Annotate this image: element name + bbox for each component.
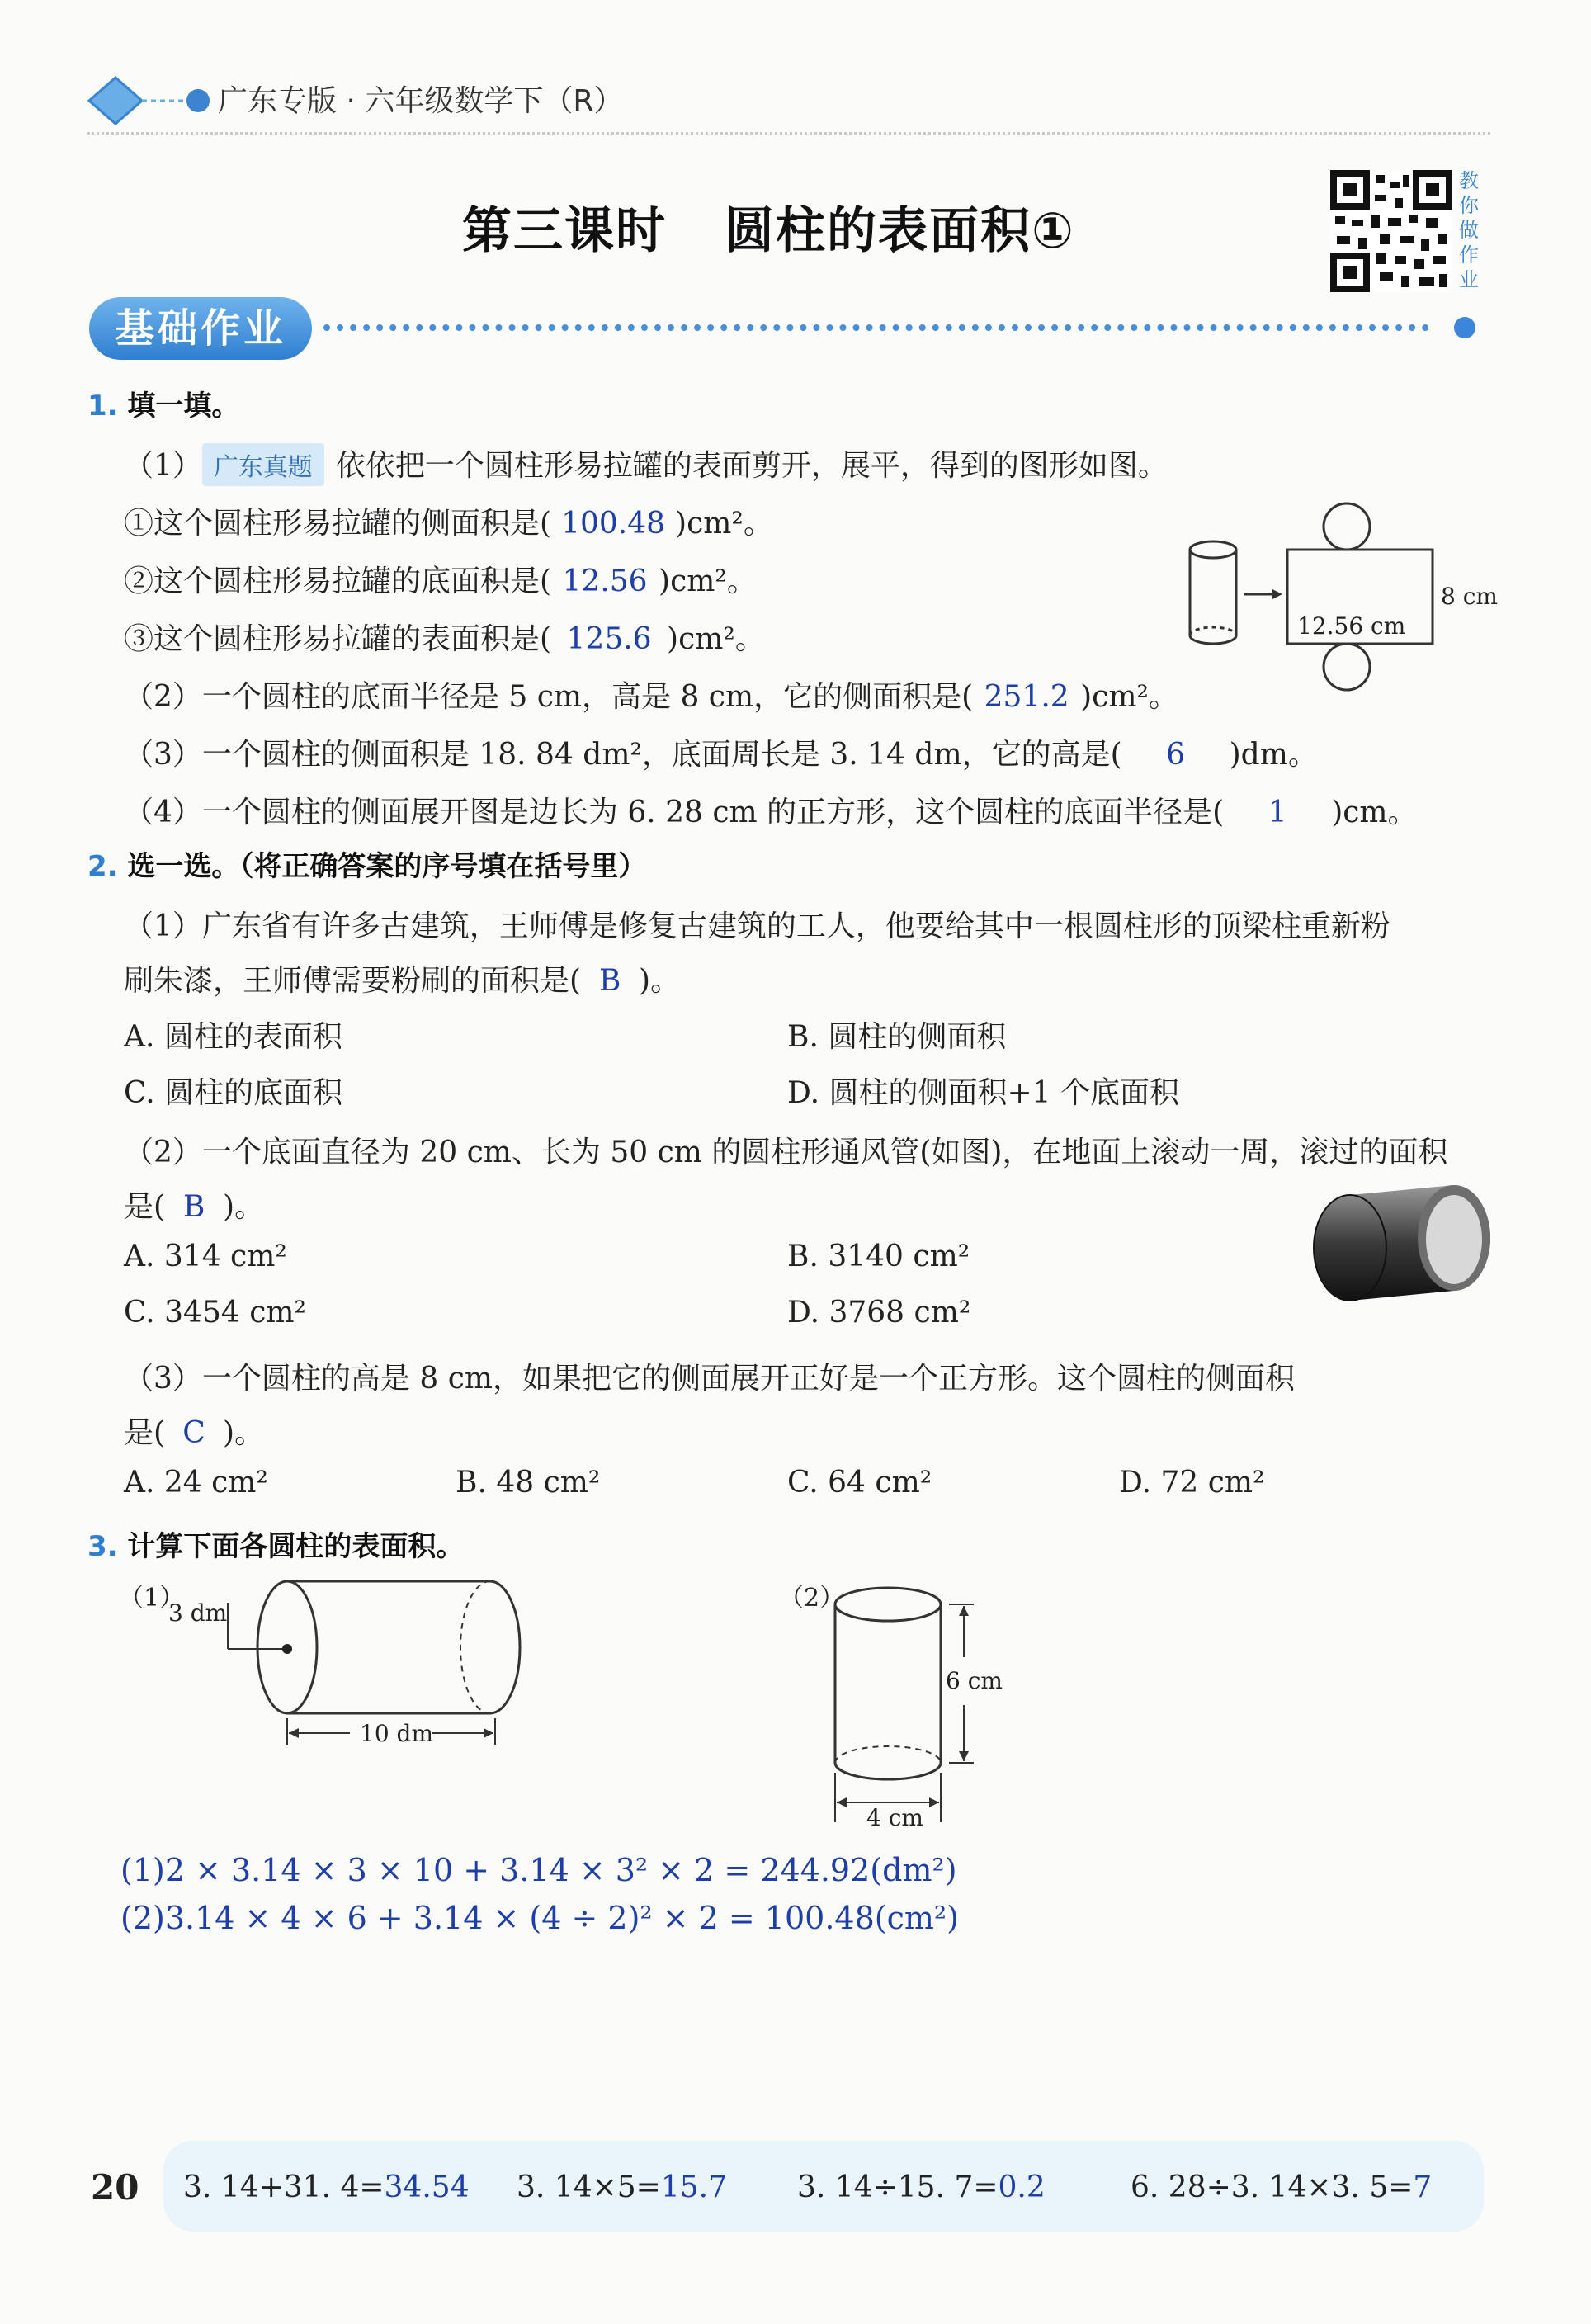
q2-p2-line2: 是( B )。: [124, 1190, 265, 1224]
section-dot-end: [1454, 317, 1475, 338]
cylinder-figure-1: [119, 1568, 548, 1758]
answer: 1: [1268, 796, 1287, 829]
vent-pipe-figure: [1301, 1180, 1495, 1320]
q2-heading: 2. 选一选。（将正确答案的序号填在括号里）: [87, 850, 647, 883]
net-top-circle: [1324, 503, 1370, 550]
answer: 12.56: [562, 564, 648, 598]
q2-p3-line2: 是( C )。: [124, 1416, 265, 1450]
q1-p1: （1） 广东真题 依依把一个圆柱形易拉罐的表面剪开，展平，得到的图形如图。: [124, 442, 1168, 486]
q3-answer-1: (1)2 × 3.14 × 3 × 10 + 3.14 × 3² × 2 = 244.92(dm²): [120, 1852, 957, 1888]
exam-tag: 广东真题: [202, 443, 324, 486]
section-badge: 基础作业: [89, 297, 312, 360]
qr-side-text: 教 你 做 作 业: [1459, 169, 1479, 291]
footer-calc-2: 3. 14×5=15.7: [517, 2170, 727, 2204]
q3-heading: 3. 计算下面各圆柱的表面积。: [87, 1530, 465, 1563]
footer-calc-1: 3. 14+31. 4=34.54: [183, 2170, 470, 2204]
q2-p2-line1: （2）一个底面直径为 20 cm、长为 50 cm 的圆柱形通风管(如图)，在地面上滚动一周，滚过的面积: [124, 1136, 1448, 1169]
q2-p1-line2: 刷朱漆，王师傅需要粉刷的面积是( B )。: [124, 964, 681, 998]
answer: 251.2: [984, 680, 1069, 714]
answer: B: [182, 1190, 205, 1224]
net-height-label: 8 cm: [1441, 583, 1498, 610]
q1-a: ①这个圆柱形易拉罐的侧面积是( 100.48 )cm²。: [124, 507, 773, 541]
qr-code-icon[interactable]: [1330, 170, 1452, 292]
q1-p2: （2）一个圆柱的底面半径是 5 cm，高是 8 cm，它的侧面积是( 251.2 )cm²。: [124, 680, 1178, 714]
footer-calc-4: 6. 28÷3. 14×3. 5=7: [1131, 2170, 1433, 2204]
q1-p4: （4）一个圆柱的侧面展开图是边长为 6. 28 cm 的正方形，这个圆柱的底面半径是( 1 )cm。: [124, 796, 1418, 829]
fig2-diameter-label: 4 cm: [866, 1804, 923, 1831]
header-divider: [87, 132, 1490, 135]
header-text: 广东专版 · 六年级数学下（R）: [218, 84, 624, 118]
fig2-height-label: 6 cm: [946, 1667, 1003, 1694]
answer: 125.6: [566, 622, 652, 656]
net-bottom-circle: [1324, 644, 1370, 690]
fig2-num: （2）: [779, 1584, 845, 1613]
q2-p1-opt-c: C. 圆柱的底面积: [124, 1076, 343, 1110]
section-dotted-line: [323, 324, 1429, 331]
q2-p3-opt-a: A. 24 cm²: [124, 1466, 268, 1500]
q2-p2-opt-d: D. 3768 cm²: [787, 1296, 971, 1330]
answer: B: [598, 964, 621, 998]
q1-p3: （3）一个圆柱的侧面积是 18. 84 dm²，底面周长是 3. 14 dm，它的高是( 6 )dm。: [124, 738, 1318, 772]
q2-p3-opt-c: C. 64 cm²: [787, 1466, 932, 1500]
can-cylinder: [1190, 541, 1236, 644]
q2-p1-line1: （1）广东省有许多古建筑，王师傅是修复古建筑的工人，他要给其中一根圆柱形的顶梁柱重新粉: [124, 909, 1390, 943]
answer: 100.48: [561, 507, 666, 541]
q3-answer-2: (2)3.14 × 4 × 6 + 3.14 × (4 ÷ 2)² × 2 = 100.48(cm²): [120, 1900, 959, 1936]
q1-b: ②这个圆柱形易拉罐的底面积是( 12.56 )cm²。: [124, 564, 757, 598]
page-title: [462, 191, 1075, 262]
q2-p3-line1: （3）一个圆柱的高是 8 cm，如果把它的侧面展开正好是一个正方形。这个圆柱的侧面积: [124, 1362, 1295, 1396]
fig1-length-label: 10 dm: [360, 1720, 434, 1747]
page-number: 20: [91, 2167, 139, 2208]
q2-p3-opt-b: B. 48 cm²: [456, 1466, 601, 1500]
cylinder-figure-2: [779, 1568, 1027, 1832]
footer-calc-3: 3. 14÷15. 7=0.2: [797, 2170, 1046, 2204]
q2-p2-opt-a: A. 314 cm²: [124, 1240, 287, 1273]
header-diamond-icon: [83, 71, 215, 129]
q2-p1-opt-a: A. 圆柱的表面积: [124, 1020, 342, 1054]
title-part1: 第三课时: [462, 202, 667, 260]
q1-heading: 1. 填一填。: [87, 390, 240, 423]
fig1-num: （1）: [119, 1584, 185, 1613]
title-part2: 圆柱的表面积①: [725, 202, 1075, 260]
q2-p1-opt-d: D. 圆柱的侧面积+1 个底面积: [787, 1076, 1179, 1110]
q1-c: ③这个圆柱形易拉罐的表面积是( 125.6 )cm²。: [124, 622, 765, 656]
q2-p1-opt-b: B. 圆柱的侧面积: [787, 1020, 1007, 1054]
q2-p2-opt-c: C. 3454 cm²: [124, 1296, 306, 1330]
answer: C: [182, 1416, 205, 1450]
can-net-figure: [1180, 498, 1510, 697]
answer: 6: [1166, 738, 1186, 772]
net-width-label: 12.56 cm: [1297, 612, 1406, 640]
q2-p3-opt-d: D. 72 cm²: [1119, 1466, 1265, 1500]
fig1-radius-label: 3 dm: [168, 1599, 228, 1627]
q2-p2-opt-b: B. 3140 cm²: [787, 1240, 970, 1273]
